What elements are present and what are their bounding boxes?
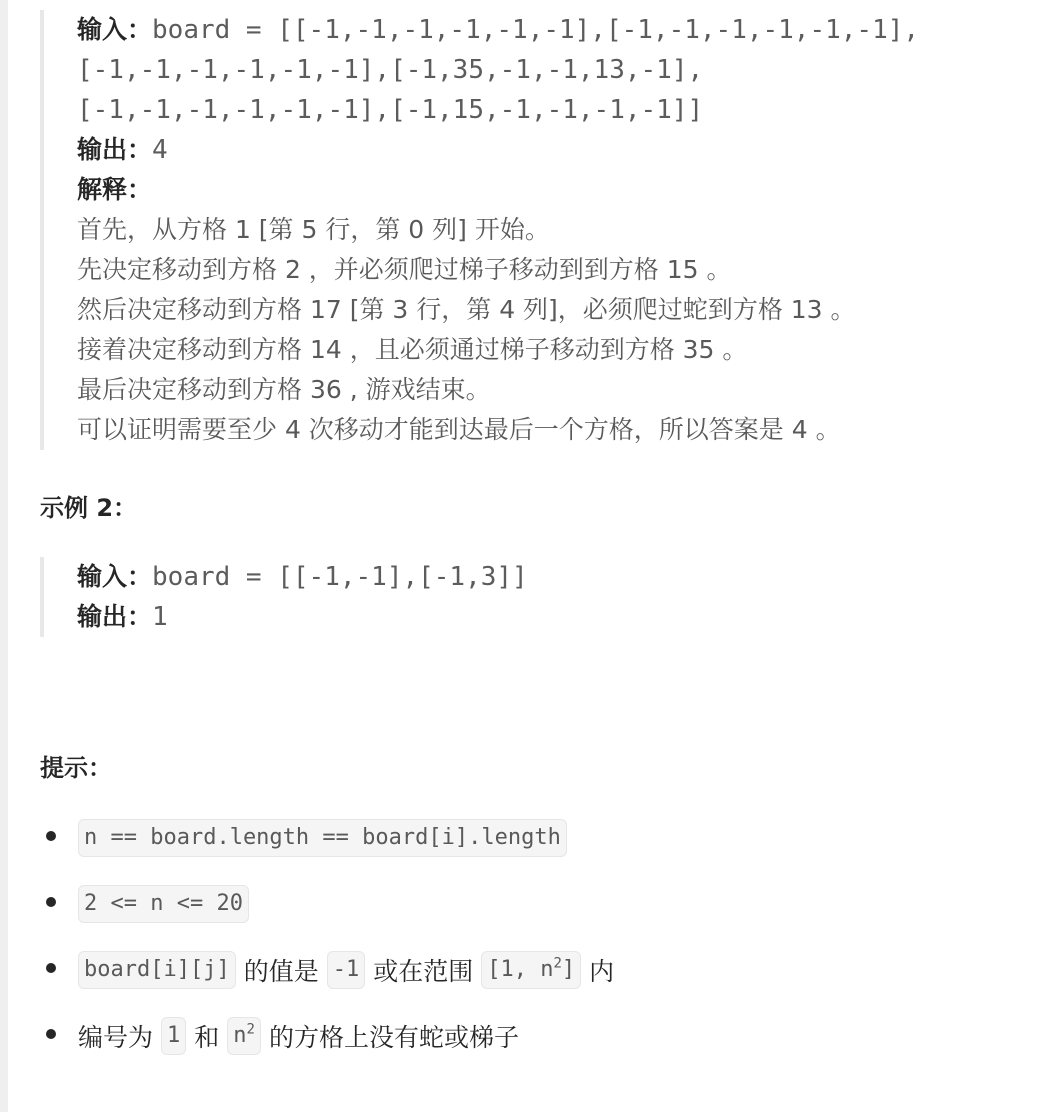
- code-text: [1, n: [487, 957, 554, 982]
- input-value: [-1,-1,-1,-1,-1,-1],[-1,35,-1,-1,13,-1],: [77, 55, 704, 85]
- bullet-icon: [46, 897, 56, 907]
- output-value: 1: [152, 602, 168, 632]
- code-text: n: [233, 1023, 247, 1048]
- bullet-icon: [46, 963, 56, 973]
- explain-line: 可以证明需要至少 4 次移动才能到达最后一个方格，所以答案是 4 。: [77, 415, 841, 444]
- input-value: board = [[-1,-1],[-1,3]]: [152, 562, 528, 592]
- list-item: [40, 884, 614, 950]
- explain-line: 最后决定移动到方格 36 , 游戏结束。: [77, 375, 491, 404]
- constraints-list: [40, 818, 614, 1082]
- text: 或在范围: [373, 957, 474, 986]
- output-value: 4: [152, 135, 168, 165]
- bullet-icon: [46, 1029, 56, 1039]
- explain-line: 先决定移动到方格 2 ，并必须爬过梯子移动到到方格 15 。: [77, 255, 732, 284]
- superscript: 2: [553, 955, 562, 972]
- list-item: [40, 818, 614, 884]
- bullet-icon: [46, 831, 56, 841]
- input-label: 输入：: [77, 15, 153, 44]
- explain-line: 首先，从方格 1 [第 5 行，第 0 列] 开始。: [77, 215, 550, 244]
- output-label: 输出：: [77, 602, 153, 631]
- explain-label: 解释：: [77, 175, 153, 204]
- code-chip: [481, 951, 581, 989]
- output-label: 输出：: [77, 135, 153, 164]
- code-chip: 2 <= n <= 20: [78, 885, 249, 923]
- text: 和: [194, 1023, 220, 1052]
- text: 的值是: [243, 957, 319, 986]
- input-value: board = [[-1,-1,-1,-1,-1,-1],[-1,-1,-1,-1,-1,-1],: [152, 15, 920, 45]
- code-text: ]: [561, 957, 576, 982]
- text: 内: [589, 957, 615, 986]
- input-label: 输入：: [77, 562, 153, 591]
- code-chip: -1: [327, 951, 366, 989]
- text: 编号为: [78, 1023, 154, 1052]
- code-chip: board[i][j]: [78, 951, 236, 989]
- list-item: [40, 950, 614, 1016]
- code-chip: n == board.length == board[i].length: [78, 819, 567, 857]
- superscript: 2: [246, 1021, 255, 1038]
- code-chip: 1: [161, 1017, 186, 1055]
- constraints-heading: 提示：: [40, 754, 112, 782]
- input-value: [-1,-1,-1,-1,-1,-1],[-1,15,-1,-1,-1,-1]]: [77, 95, 704, 125]
- left-scroll-gutter: [0, 0, 8, 1112]
- explain-line: 接着决定移动到方格 14 ，且必须通过梯子移动到方格 35 。: [77, 335, 748, 364]
- explain-line: 然后决定移动到方格 17 [第 3 行，第 4 列]，必须爬过蛇到方格 13 。: [77, 295, 856, 324]
- code-chip: [227, 1017, 261, 1055]
- example-1-block: [40, 10, 919, 450]
- example-2-heading: 示例 2：: [40, 494, 138, 522]
- example-2-block: [40, 557, 528, 637]
- list-item: [40, 1016, 614, 1082]
- text: 的方格上没有蛇或梯子: [268, 1023, 519, 1052]
